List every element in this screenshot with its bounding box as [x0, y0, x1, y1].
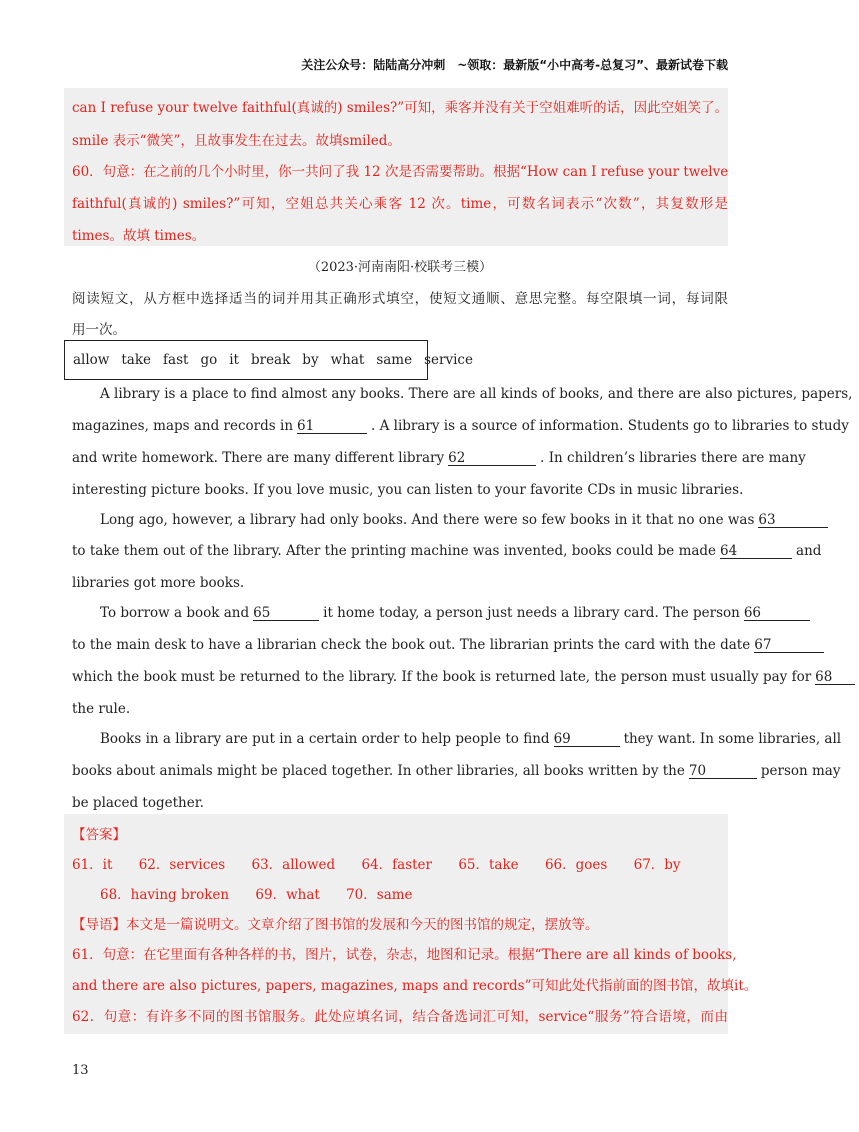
answer-item: 70．same: [346, 887, 413, 903]
word-option: service: [424, 352, 473, 368]
passage-line: books about animals might be placed together. In other libraries, all books written by the 70 person may: [72, 763, 841, 779]
page-number: 13: [72, 1063, 89, 1078]
word-option: go: [200, 352, 218, 368]
blank-64: 64: [720, 544, 792, 559]
prev-answer-line: times。故填 times。: [72, 228, 206, 244]
word-option: it: [229, 352, 239, 368]
word-option: by: [302, 352, 319, 368]
word-option: break: [250, 352, 291, 368]
passage-line: which the book must be returned to the library. If the book is returned late, the person must usually pay for 68: [72, 669, 728, 685]
blank-67: 67: [754, 638, 824, 653]
passage-line: To borrow a book and 65 it home today, a person just needs a library card. The person 66: [100, 605, 728, 621]
explanation-line: and there are also pictures, papers, magazines, maps and records”可知此处代指前面的图书馆，故填it。: [72, 978, 758, 994]
blank-61: 61: [297, 419, 367, 434]
instructions-line: 阅读短文，从方框中选择适当的词并用其正确形式填空，使短文通顺、意思完整。每空限填一词，每词限: [72, 291, 728, 307]
blank-69: 69: [554, 732, 620, 747]
prev-answer-line: can I refuse your twelve faithful(真诚的) smiles?”可知，乘客并没有关于空姐难听的话，因此空姐笑了。: [72, 100, 729, 116]
passage-line: libraries got more books.: [72, 575, 245, 591]
answer-item: 66．goes: [544, 857, 608, 873]
answer-item: 65．take: [458, 857, 519, 873]
answer-item: 67．by: [633, 857, 681, 873]
passage-line: interesting picture books. If you love music, you can listen to your favorite CDs in music libraries.: [72, 482, 744, 498]
passage-line: Long ago, however, a library had only books. And there were so few books in it that no one was 63: [100, 512, 752, 528]
word-option: fast: [163, 352, 189, 368]
prev-answer-line: 60．句意：在之前的几个小时里，你一共问了我 12 次是否需要帮助。根据“How can I refuse your twelve: [72, 164, 729, 180]
word-option: what: [330, 352, 365, 368]
blank-62: 62: [448, 451, 536, 466]
passage-line: A library is a place to find almost any books. There are all kinds of books, and there are also pictures, papers,: [100, 386, 853, 402]
answer-item: 63．allowed: [251, 857, 336, 873]
answer-item: 61．it: [72, 857, 113, 873]
question-source: （2023·河南南阳·校联考三模）: [307, 260, 493, 275]
passage-line: magazines, maps and records in 61 . A library is a source of information. Students go to libraries to study: [72, 418, 849, 434]
passage-line: to the main desk to have a librarian check the book out. The librarian prints the card with the date 67: [72, 637, 752, 653]
answer-item: 69．what: [255, 887, 320, 903]
passage-line: the rule.: [72, 701, 131, 717]
prev-answer-line: smile 表示“微笑”，且故事发生在过去。故填smiled。: [72, 133, 401, 149]
word-option: allow: [73, 352, 110, 368]
blank-70: 70: [689, 764, 757, 779]
word-option: take: [121, 352, 152, 368]
blank-68: 68: [815, 670, 855, 685]
passage-line: be placed together.: [72, 795, 204, 811]
word-option: same: [376, 352, 413, 368]
passage-line: Books in a library are put in a certain order to help people to find 69 they want. In some libraries, all: [100, 731, 842, 747]
passage-line: and write homework. There are many different library 62 . In children’s libraries there are many: [72, 450, 806, 466]
word-box: [64, 340, 473, 380]
answer-item: 68．having broken: [100, 887, 230, 903]
blank-66: 66: [744, 606, 810, 621]
answer-heading: 【答案】: [72, 827, 126, 843]
blank-65: 65: [253, 606, 319, 621]
explanation-line: 61．句意：在它里面有各种各样的书，图片，试卷，杂志，地图和记录。根据“There are all kinds of books,: [72, 947, 737, 963]
passage-line: to take them out of the library. After the printing machine was invented, books could be made 64 and: [72, 543, 822, 559]
answer-item: 62．services: [138, 857, 226, 873]
blank-63: 63: [758, 513, 828, 528]
prev-answer-line: faithful(真诚的) smiles?”可知，空姐总共关心乘客 12 次。time，可数名词表示“次数”，其复数形是: [72, 196, 728, 212]
answer-row: [100, 883, 435, 903]
instructions-line: 用一次。: [72, 322, 126, 338]
answer-row: [72, 853, 703, 873]
explanation-line: 62．句意：有许多不同的图书馆服务。此处应填名词，结合备选词汇可知，service“服务”符合语境，而由: [72, 1009, 728, 1025]
answer-item: 64．faster: [361, 857, 433, 873]
page-header: 关注公众号：陆陆高分冲刺 ~领取：最新版“小中高考-总复习”、最新试卷下载: [301, 58, 728, 72]
guide-text: 【导语】本文是一篇说明文。文章介绍了图书馆的发展和今天的图书馆的规定，摆放等。: [72, 917, 599, 933]
